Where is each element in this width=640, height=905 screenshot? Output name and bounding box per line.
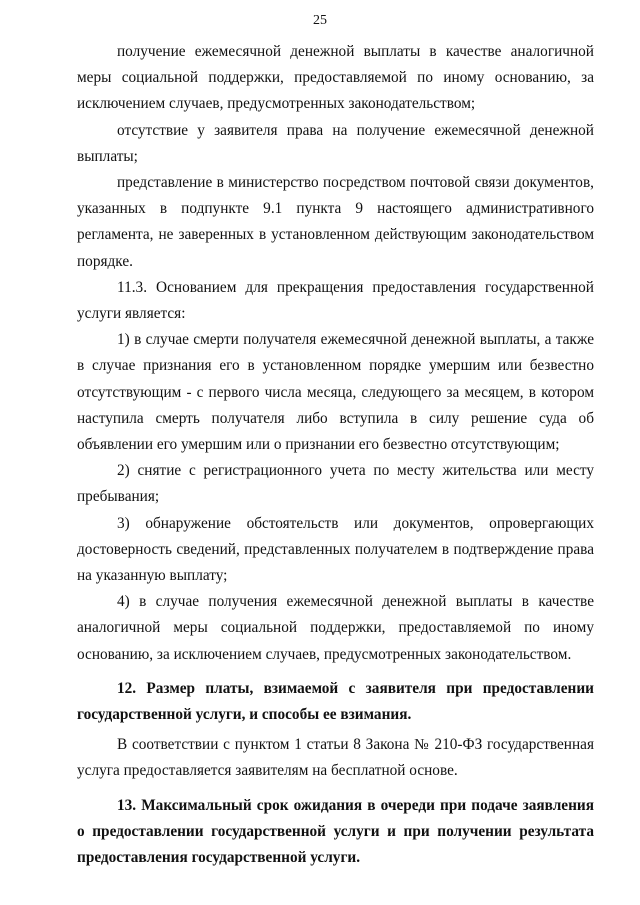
paragraph-analogous-support: получение ежемесячной денежной выплаты в качестве аналогичной меры социальной поддержки, предоставляемой по иному основанию, за исключением случаев, предусмотренных законодательством; xyxy=(77,43,594,113)
section-12-text: В соответствии с пунктом 1 статьи 8 Закона № 210-ФЗ государственная услуга предоставляется заявителям на бесплатной основе. xyxy=(77,736,594,780)
section-13-heading: 13. Максимальный срок ожидания в очереди при подаче заявления о предоставлении государственной услуги и при получении результата предоставления государственной услуги. xyxy=(77,796,594,867)
paragraph-postal-documents: представление в министерство посредством почтовой связи документов, указанных в подпункте 9.1 пункта 9 настоящего административного регламента, не заверенных в установленном действующим законодательством порядке. xyxy=(77,174,594,270)
paragraph-11-3-grounds: 11.3. Основанием для прекращения предоставления государственной услуги является: xyxy=(77,278,594,323)
list-item-3-circumstances: 3) обнаружение обстоятельств или документов, опровергающих достоверность сведений, представленных получателем в подтверждение права на указанную выплату; xyxy=(77,514,594,585)
document-body xyxy=(77,39,594,871)
page-number: 25 xyxy=(313,13,327,28)
list-item-2-deregistration: 2) снятие с регистрационного учета по месту жительства или месту пребывания; xyxy=(77,462,594,506)
list-item-1-death: 1) в случае смерти получателя ежемесячной денежной выплаты, а также в случае признания его в установленном порядке умершим или безвестно отсутствующим - с первого числа месяца, следующего за месяцем, в котором наступила смерть получателя либо вступила в силу решение суда об объявлении его умершим или о признании его безвестно отсутствующим; xyxy=(77,331,594,454)
list-item-4-analogous-payment: 4) в случае получения ежемесячной денежной выплаты в качестве аналогичной меры социальной поддержки, предоставляемой по иному основанию, за исключением случаев, предусмотренных законодательством. xyxy=(77,593,594,663)
section-12-heading: 12. Размер платы, взимаемой с заявителя при предоставлении государственной услуги, и способы ее взимания. xyxy=(77,679,594,724)
paragraph-no-right: отсутствие у заявителя права на получение ежемесячной денежной выплаты; xyxy=(77,121,594,165)
